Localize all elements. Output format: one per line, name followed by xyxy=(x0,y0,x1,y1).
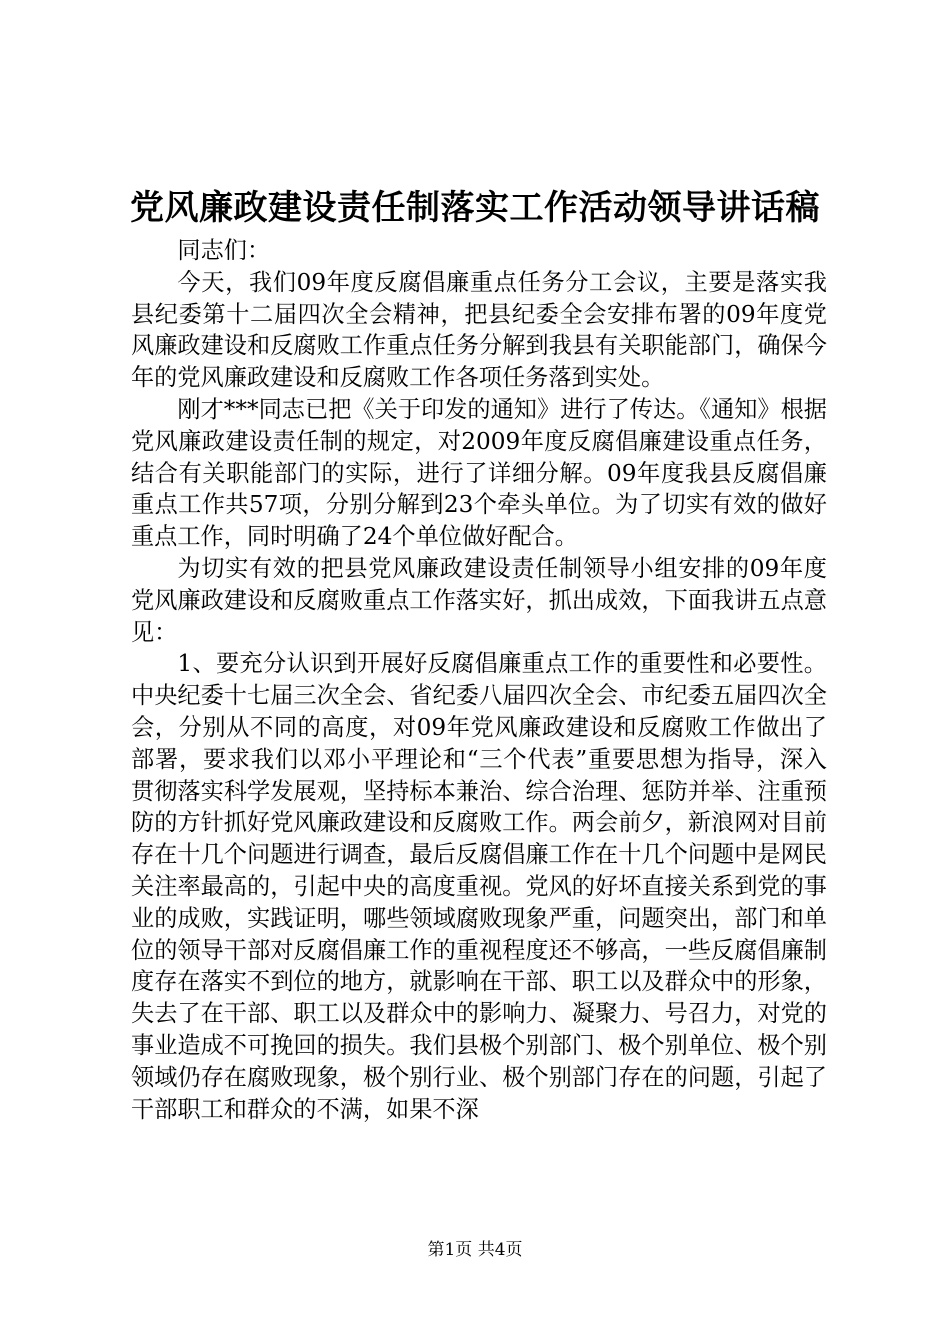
paragraph-1: 今天，我们09年度反腐倡廉重点任务分工会议，主要是落实我县纪委第十二届四次全会精神，把县纪委全会安排布署的09年度党风廉政建设和反腐败工作重点任务分解到我县有关职能部门，确保今年的党风廉政建设和反腐败工作各项任务落到实处。 xyxy=(131,268,827,392)
paragraph-2: 刚才***同志已把《关于印发的通知》进行了传达。《通知》根据党风廉政建设责任制的规定，对2009年度反腐倡廉建设重点任务，结合有关职能部门的实际，进行了详细分解。09年度我县反腐倡廉重点工作共57项，分别分解到23个牵头单位。为了切实有效的做好重点工作，同时明确了24个单位做好配合。 xyxy=(131,395,827,551)
document-title: 党风廉政建设责任制落实工作活动领导讲话稿 xyxy=(130,188,820,228)
document-body xyxy=(131,235,827,1125)
salutation: 同志们： xyxy=(177,237,271,264)
paragraph-3: 为切实有效的把县党风廉政建设责任制领导小组安排的09年度党风廉政建设和反腐败重点工作落实好，抓出成效，下面我讲五点意见： xyxy=(131,554,827,646)
paragraph-4: 1、要充分认识到开展好反腐倡廉重点工作的重要性和必要性。中央纪委十七届三次全会、省纪委八届四次全会、市纪委五届四次全会，分别从不同的高度，对09年党风廉政建设和反腐败工作做出了部署，要求我们以邓小平理论和“三个代表”重要思想为指导，深入贯彻落实科学发展观，坚持标本兼治、综合治理、惩防并举、注重预防的方针抓好党风廉政建设和反腐败工作。两会前夕，新浪网对目前存在十几个问题进行调查，最后反腐倡廉工作在十几个问题中是网民关注率最高的，引起中央的高度重视。党风的好坏直接关系到党的事业的成败，实践证明，哪些领域腐败现象严重，问题突出，部门和单位的领导干部对反腐倡廉工作的重视程度还不够高，一些反腐倡廉制度存在落实不到位的地方，就影响在干部、职工以及群众中的形象，失去了在干部、职工以及群众中的影响力、凝聚力、号召力，对党的事业造成不可挽回的损失。我们县极个别部门、极个别单位、极个别领域仍存在腐败现象，极个别行业、极个别部门存在的问题，引起了干部职工和群众的不满，如果不深 xyxy=(131,650,827,1123)
page-number-footer: 第1页 共4页 xyxy=(427,1240,523,1260)
